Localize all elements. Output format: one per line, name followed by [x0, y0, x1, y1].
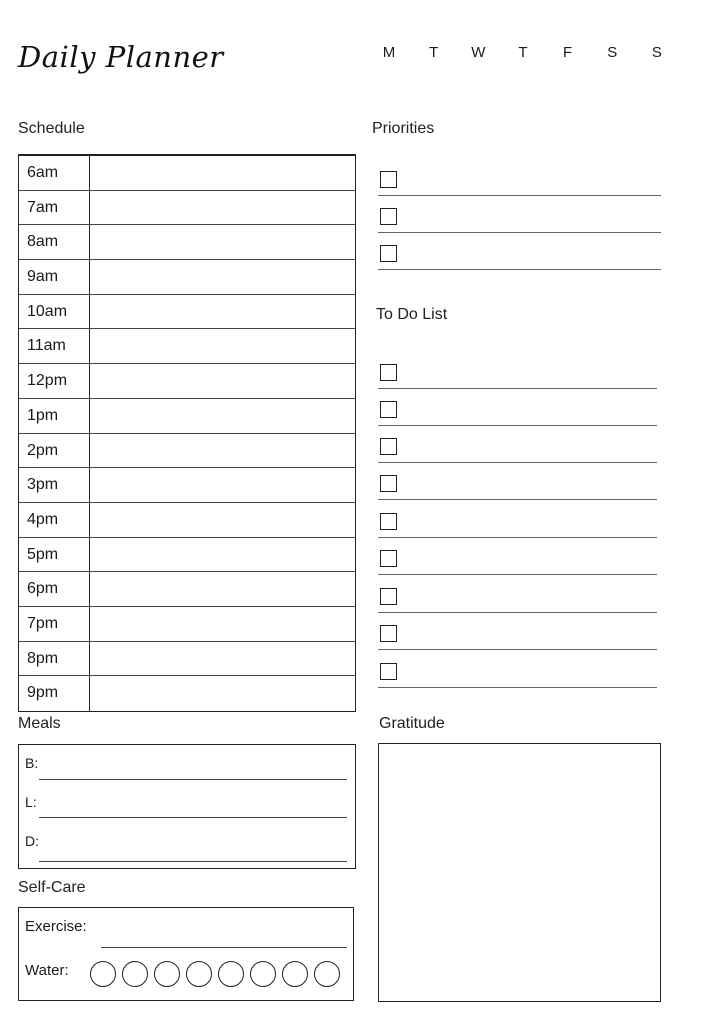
checkbox[interactable] [380, 625, 397, 642]
schedule-row [19, 329, 355, 364]
schedule-row [19, 191, 355, 226]
schedule-slot[interactable] [90, 329, 355, 363]
time-label: 8pm [19, 642, 90, 676]
checkbox[interactable] [380, 245, 397, 262]
time-label: 6pm [19, 572, 90, 606]
lunch-label: L: [25, 794, 37, 810]
checkbox[interactable] [380, 171, 397, 188]
time-label: 8am [19, 225, 90, 259]
day-thursday[interactable]: T [518, 44, 528, 61]
lunch-line[interactable] [39, 817, 347, 818]
time-label: 2pm [19, 434, 90, 468]
schedule-slot[interactable] [90, 434, 355, 468]
checkbox[interactable] [380, 550, 397, 567]
day-monday[interactable]: M [382, 44, 396, 61]
schedule-row [19, 156, 355, 191]
meals-box [18, 744, 356, 869]
time-label: 9pm [19, 676, 90, 711]
checkbox[interactable] [380, 513, 397, 530]
water-tracker [90, 961, 340, 987]
schedule-table [18, 154, 356, 712]
time-label: 4pm [19, 503, 90, 537]
schedule-row [19, 538, 355, 573]
day-sunday[interactable]: S [651, 44, 662, 61]
exercise-line[interactable] [101, 947, 347, 948]
checkbox[interactable] [380, 438, 397, 455]
schedule-row [19, 468, 355, 503]
meals-heading: Meals [18, 715, 61, 732]
todo-item[interactable] [378, 501, 657, 538]
priority-item[interactable] [378, 159, 661, 196]
time-label: 10am [19, 295, 90, 329]
time-label: 9am [19, 260, 90, 294]
todo-item[interactable] [378, 538, 657, 575]
todo-item[interactable] [378, 576, 657, 613]
todo-item[interactable] [378, 426, 657, 463]
todo-item[interactable] [378, 389, 657, 426]
water-circle[interactable] [90, 961, 116, 987]
todo-item[interactable] [378, 463, 657, 500]
schedule-slot[interactable] [90, 642, 355, 676]
schedule-slot[interactable] [90, 676, 355, 711]
priority-item[interactable] [378, 233, 661, 270]
checkbox[interactable] [380, 208, 397, 225]
schedule-row [19, 260, 355, 295]
water-label: Water: [25, 962, 69, 979]
water-circle[interactable] [122, 961, 148, 987]
schedule-row [19, 434, 355, 469]
schedule-slot[interactable] [90, 191, 355, 225]
priority-item[interactable] [378, 196, 661, 233]
dinner-line[interactable] [39, 861, 347, 862]
time-label: 6am [19, 156, 90, 190]
water-circle[interactable] [218, 961, 244, 987]
schedule-row [19, 676, 355, 711]
day-tuesday[interactable]: T [429, 44, 439, 61]
water-circle[interactable] [154, 961, 180, 987]
breakfast-label: B: [25, 755, 39, 771]
day-friday[interactable]: F [563, 44, 573, 61]
todo-item[interactable] [378, 613, 657, 650]
gratitude-box[interactable] [378, 743, 661, 1002]
schedule-row [19, 642, 355, 677]
water-circle[interactable] [250, 961, 276, 987]
schedule-slot[interactable] [90, 295, 355, 329]
page-title: Daily Planner [18, 40, 224, 74]
schedule-slot[interactable] [90, 538, 355, 572]
schedule-slot[interactable] [90, 607, 355, 641]
schedule-slot[interactable] [90, 468, 355, 502]
time-label: 12pm [19, 364, 90, 398]
schedule-row [19, 503, 355, 538]
day-saturday[interactable]: S [607, 44, 618, 61]
schedule-slot[interactable] [90, 260, 355, 294]
schedule-slot[interactable] [90, 572, 355, 606]
checkbox[interactable] [380, 401, 397, 418]
water-circle[interactable] [282, 961, 308, 987]
water-circle[interactable] [314, 961, 340, 987]
todo-heading: To Do List [376, 306, 448, 323]
checkbox[interactable] [380, 364, 397, 381]
checkbox[interactable] [380, 475, 397, 492]
gratitude-heading: Gratitude [379, 715, 445, 732]
exercise-label: Exercise: [25, 918, 87, 935]
priorities-heading: Priorities [372, 120, 435, 137]
checkbox[interactable] [380, 588, 397, 605]
water-circle[interactable] [186, 961, 212, 987]
schedule-slot[interactable] [90, 156, 355, 190]
day-wednesday[interactable]: W [471, 44, 486, 61]
schedule-row [19, 399, 355, 434]
schedule-slot[interactable] [90, 399, 355, 433]
time-label: 7pm [19, 607, 90, 641]
checkbox[interactable] [380, 663, 397, 680]
schedule-slot[interactable] [90, 225, 355, 259]
schedule-slot[interactable] [90, 364, 355, 398]
schedule-slot[interactable] [90, 503, 355, 537]
time-label: 3pm [19, 468, 90, 502]
dinner-label: D: [25, 833, 39, 849]
time-label: 1pm [19, 399, 90, 433]
time-label: 5pm [19, 538, 90, 572]
selfcare-box [18, 907, 354, 1001]
todo-item[interactable] [378, 651, 657, 688]
schedule-row [19, 225, 355, 260]
schedule-row [19, 295, 355, 330]
schedule-row [19, 364, 355, 399]
schedule-row [19, 572, 355, 607]
schedule-heading: Schedule [18, 120, 85, 137]
schedule-row [19, 607, 355, 642]
todo-item[interactable] [378, 352, 657, 389]
weekday-selector [378, 44, 668, 61]
selfcare-heading: Self-Care [18, 879, 86, 896]
breakfast-line[interactable] [39, 779, 347, 780]
time-label: 11am [19, 329, 90, 363]
time-label: 7am [19, 191, 90, 225]
